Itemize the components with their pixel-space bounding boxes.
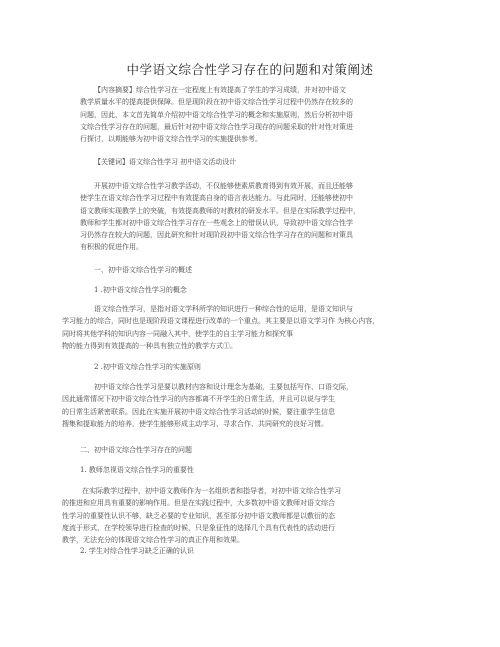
principle-line: 因此通常情况下初中语文综合性学习的内容都离不开学生的日常生活，并且可以说与学生: [62, 395, 335, 404]
neglect-line: 教学，无法充分的体现语文综合性学习的真正作用和效果。: [62, 536, 244, 545]
abstract-line: 行探讨，以期能够为初中语文综合性学习的实施提供参考。: [80, 135, 262, 144]
section-heading-2: 二、初中语文综合性学习存在的问题: [80, 446, 192, 454]
neglect-line: 的推进和应用具有重要的影响作用。但是在实践过程中，大多数初中语文教师对语文综合: [62, 499, 335, 508]
neglect-line: 度流于形式，在学校领导进行检查的时候，只是象征性的选择几个具有代表性的活动进行: [62, 523, 335, 532]
intro-line: 使学生在语文综合性学习过程中有效提高自身的语言表达能力。与此同时，还能够使初中: [80, 194, 353, 203]
principle-line: 初中语文综合性学习是要以教材内容和设计理念为基础，主要包括写作、口语交际，: [94, 383, 353, 391]
keywords-paragraph: [80, 156, 420, 168]
intro-line: 语文教师实现教学上的突破，有效提高教师的对教材的研发水平。但是在实际教学过程中，: [80, 206, 360, 215]
subsection-heading-2-2: 2. 学生对综合性学习缺乏正确的认识: [80, 547, 194, 555]
principle-line: 的日常生活紧密联系。因此在实施开展初中语文综合性学习活动的时候，要注重学生信息: [62, 407, 335, 416]
section-heading-1: 一、初中语文综合性学习的概述: [94, 266, 192, 274]
concept-line: 语文综合性学习，是指对语文学科所学的知识进行一种综合性的运用，是语文知识与: [94, 305, 353, 313]
abstract-line: 问题，因此，本文首先简单介绍初中语文综合性学习的概念和实施原则，然后分析初中语: [80, 110, 353, 119]
intro-line: 开展初中语文综合性学习教学活动，不仅能够使素质教育得到有效开展，而且还能够: [94, 182, 353, 190]
intro-line: 习仍然存在较大的问题，因此研究和针对现阶段初中语文综合性学习存在的问题和对策具: [80, 231, 353, 240]
neglect-line: 在实际教学过程中，初中语文教师作为一名组织者和指导者，对初中语文综合性学习: [82, 487, 341, 495]
intro-line: 有积极的促进作用。: [80, 243, 143, 252]
neglect-line: 性学习的重要性认识不够，缺乏必要的专业知识，甚至部分初中语文教师都是以敷衍的态: [62, 511, 335, 520]
intro-line: 教师和学生都对初中语文综合性学习存在一些观念上的错误认识，导致初中语文综合性学: [80, 218, 353, 227]
abstract-line: 文综合性学习存在的问题，最后针对初中语文综合性学习现存的问题采取的针对性对策进: [80, 122, 353, 131]
concept-paragraph: [62, 303, 438, 352]
abstract-line: 【内容摘要】综合性学习在一定程度上有效提高了学生的学习成绩，并对初中语文: [94, 86, 346, 94]
subsection-heading-1-1: 1 .初中语文综合性学习的概念: [94, 286, 187, 294]
principle-paragraph: [62, 381, 438, 430]
subsection-heading-1-2: 2 .初中语文综合性学习的实施原则: [94, 363, 201, 371]
document-title: 中学语文综合性学习存在的问题和对策阐述: [126, 62, 374, 77]
intro-paragraph: [80, 180, 420, 254]
concept-line: 物的能力得到有效提高的一种具有独立性的教学方式①。: [62, 341, 237, 350]
abstract-line: 教学质量水平的提高提供保障。但是现阶段在初中语文综合性学习过程中仍然存在较多的: [80, 98, 353, 107]
neglect-paragraph: [62, 485, 438, 546]
concept-line: 同时将其他学科的知识内容一同融入其中，使学生的自主学习能力和探究事: [62, 329, 293, 338]
concept-line: 学习能力的综合，同时也是现阶段语文课程进行改革的一个重点。其主要是以语文学习作 为核心内容，: [62, 317, 380, 326]
subsection-heading-2-1: 1. 教师忽视语文综合性学习的重要性: [80, 466, 194, 474]
abstract-paragraph: [80, 84, 420, 145]
keywords-line: 【关键词】语文综合性学习 初中语文活动设计: [94, 158, 237, 166]
principle-line: 搜集和提取能力的培养，使学生能够形成主动学习、寻求合作、共同研究的良好习惯。: [62, 419, 328, 428]
